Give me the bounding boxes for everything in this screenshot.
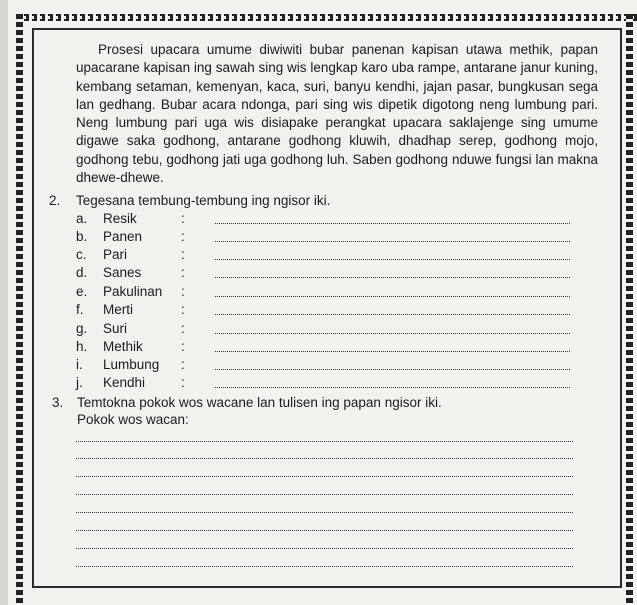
item-colon: : <box>181 247 185 262</box>
answer-field[interactable] <box>215 223 570 224</box>
item-letter: d. <box>76 265 88 280</box>
question-2-number: 2. <box>49 193 61 208</box>
item-word: Suri <box>103 321 128 336</box>
item-word: Kendhi <box>103 375 146 390</box>
decorative-border-right <box>626 14 633 605</box>
question-2-text: Tegesana tembung-tembung ing ngisor iki. <box>76 193 331 208</box>
answer-field[interactable] <box>215 296 570 297</box>
answer-line[interactable] <box>76 476 573 477</box>
answer-line[interactable] <box>76 494 573 495</box>
list-item <box>76 356 576 374</box>
answer-line[interactable] <box>76 530 573 531</box>
list-item <box>76 374 576 392</box>
item-word: Methik <box>103 339 143 354</box>
answer-line[interactable] <box>76 441 573 442</box>
list-item <box>76 283 576 301</box>
item-word: Merti <box>103 302 133 317</box>
answer-line[interactable] <box>76 548 573 549</box>
item-letter: a. <box>76 211 88 226</box>
answer-line[interactable] <box>76 566 573 567</box>
page-edge <box>0 0 8 605</box>
item-word: Pari <box>103 247 128 262</box>
item-colon: : <box>181 302 185 317</box>
item-colon: : <box>181 321 185 336</box>
answer-field[interactable] <box>215 314 570 315</box>
item-word: Resik <box>103 211 137 226</box>
list-item <box>76 320 576 338</box>
answer-field[interactable] <box>215 277 570 278</box>
answer-field[interactable] <box>215 333 570 334</box>
item-colon: : <box>181 229 185 244</box>
item-colon: : <box>181 211 185 226</box>
answer-field[interactable] <box>215 351 570 352</box>
list-item <box>76 210 576 228</box>
question-3-number: 3. <box>52 395 64 410</box>
item-colon: : <box>181 284 185 299</box>
item-letter: i. <box>76 357 83 372</box>
list-item <box>76 246 576 264</box>
item-word: Panen <box>103 229 143 244</box>
item-letter: c. <box>76 247 87 262</box>
list-item <box>76 264 576 282</box>
question-3-text: Temtokna pokok wos wacane lan tulisen ing papan ngisor iki. <box>77 395 442 410</box>
item-letter: h. <box>76 339 88 354</box>
item-letter: g. <box>76 321 88 336</box>
list-item <box>76 228 576 246</box>
item-colon: : <box>181 265 185 280</box>
item-letter: b. <box>76 229 88 244</box>
reading-passage: Prosesi upacara umume diwiwiti bubar panenan kapisan utawa methik, papan upacarane kapisan ing sawah sing wis lengkap karo uba rampe, antarane janur kuning, kembang setaman, kemenyan, kaca, suri, banyu kendhi, jajan pasar, bungkusan sega lan gedhang. Bubar acara ndonga, pari sing wis dipetik digotong neng lumbung pari. Neng lumbung pari uga wis disiapake perangkat upacara saklajenge sing umume digawe saka godhong, antarane godhong kluwih, dhadhap serep, godhong mojo, godhong tebu, godhong jati uga godhong luh. Saben godhong nduwe fungsi lan makna dhewe-dhewe. <box>76 42 598 186</box>
answer-line[interactable] <box>76 458 573 459</box>
answer-field[interactable] <box>215 387 570 388</box>
list-item <box>76 338 576 356</box>
item-word: Pakulinan <box>103 284 163 299</box>
item-word: Lumbung <box>103 357 160 372</box>
question-3-label: Pokok wos wacan: <box>77 412 189 427</box>
item-letter: e. <box>76 284 88 299</box>
item-colon: : <box>181 375 185 390</box>
decorative-border-left <box>16 14 23 605</box>
item-letter: f. <box>76 302 84 317</box>
answer-field[interactable] <box>215 259 570 260</box>
item-colon: : <box>181 357 185 372</box>
answer-field[interactable] <box>215 369 570 370</box>
item-word: Sanes <box>103 265 142 280</box>
list-item <box>76 301 576 319</box>
decorative-border-top <box>16 14 637 21</box>
answer-line[interactable] <box>76 512 573 513</box>
item-colon: : <box>181 339 185 354</box>
answer-field[interactable] <box>215 241 570 242</box>
item-letter: j. <box>76 375 83 390</box>
